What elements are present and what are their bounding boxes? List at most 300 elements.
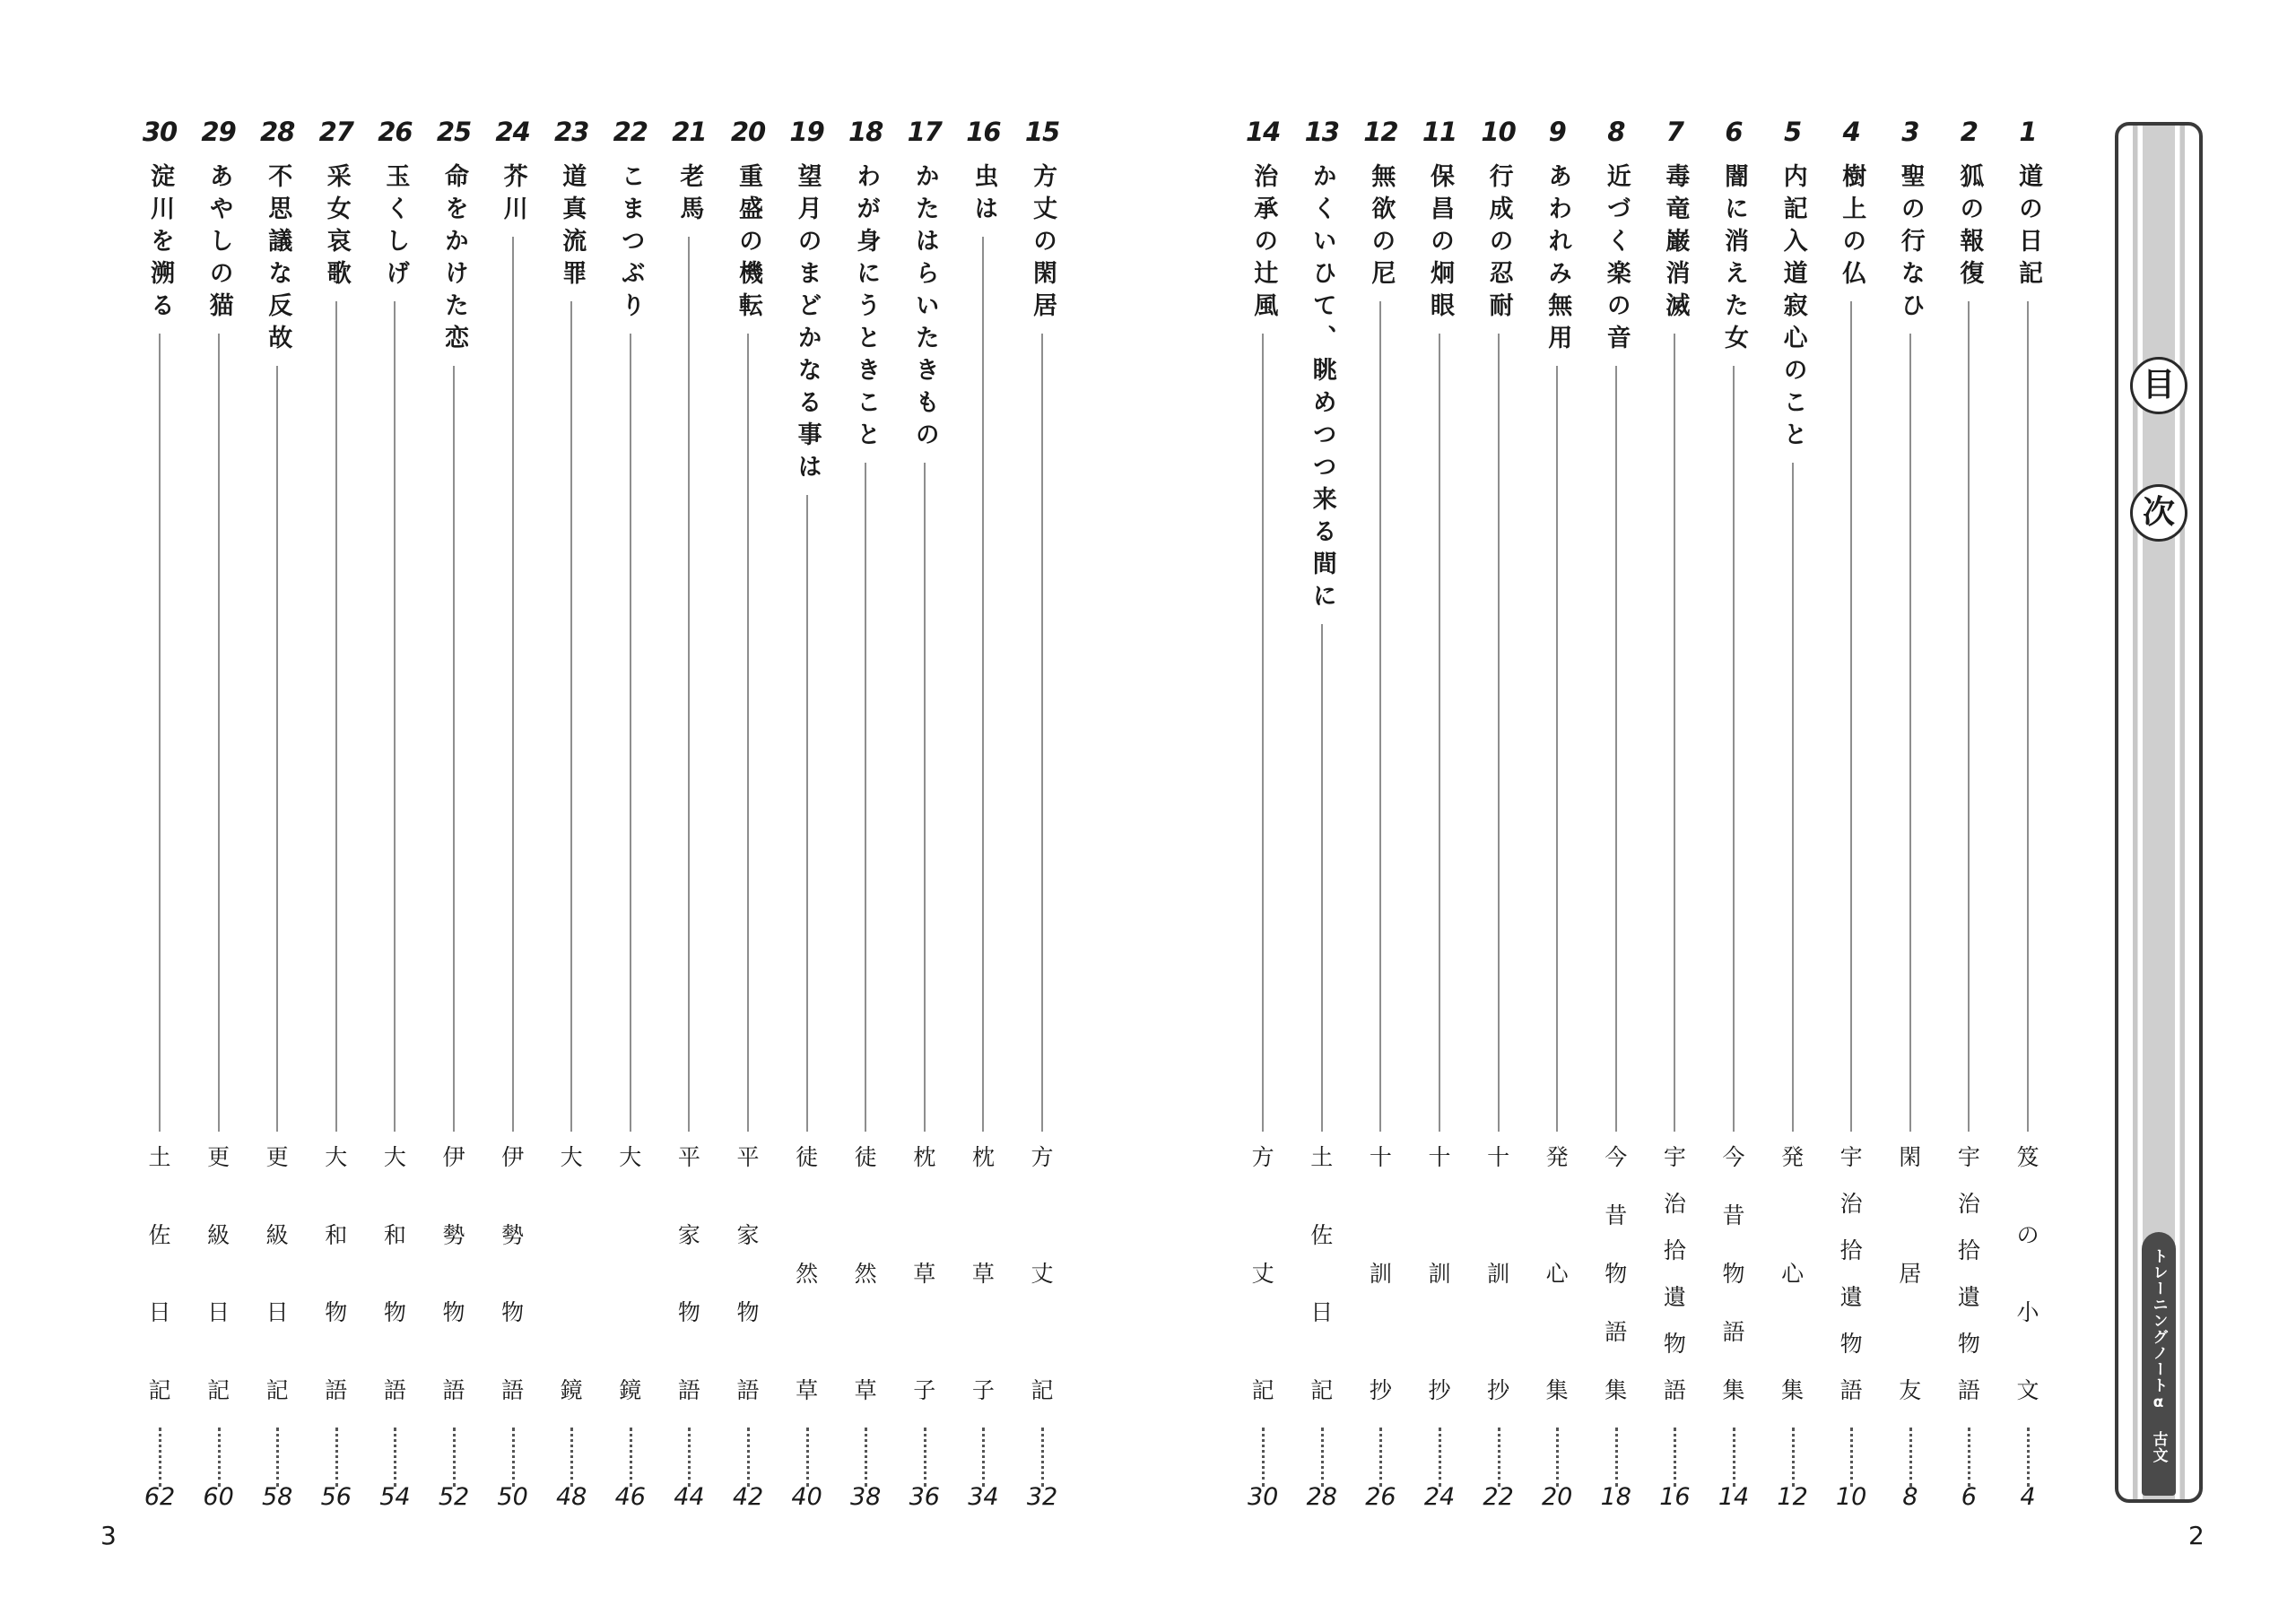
source-char: 記 <box>207 1376 230 1403</box>
entry-number: 20 <box>730 117 766 147</box>
source-char: 子 <box>913 1377 936 1403</box>
toc-entry <box>2004 0 2052 1623</box>
entry-title: 道の日記 <box>2014 163 2042 292</box>
leader-dots <box>924 1428 926 1487</box>
source-char: 草 <box>796 1377 819 1403</box>
entry-title: 芥川 <box>499 163 527 228</box>
entry-source <box>1533 1144 1581 1404</box>
entry-source <box>253 1144 301 1404</box>
leader-dots <box>1733 1428 1735 1487</box>
source-char: 集 <box>1781 1377 1805 1403</box>
source-char: 心 <box>1781 1261 1805 1287</box>
leader-line <box>1615 366 1617 1132</box>
source-char: 抄 <box>1487 1377 1510 1403</box>
entry-source <box>841 1144 890 1404</box>
entry-number: 26 <box>378 117 413 147</box>
source-char: 鏡 <box>560 1377 583 1403</box>
leader-line <box>1498 334 1500 1132</box>
toc-entry <box>253 0 301 1623</box>
source-char: 十 <box>1487 1144 1510 1170</box>
entry-page: 42 <box>732 1483 764 1511</box>
source-char: 然 <box>854 1261 877 1287</box>
source-char: 遺 <box>1839 1284 1863 1310</box>
entry-number: 23 <box>554 117 589 147</box>
source-char: 語 <box>1663 1377 1686 1403</box>
entry-source <box>195 1144 243 1404</box>
source-char: 訓 <box>1369 1261 1392 1287</box>
source-char: 治 <box>1839 1191 1863 1217</box>
toc-entry <box>1415 0 1464 1623</box>
entry-number: 29 <box>201 117 236 147</box>
entry-page: 44 <box>674 1483 705 1511</box>
leader-line <box>1968 301 1970 1132</box>
leader-dots <box>747 1428 750 1487</box>
leader-line <box>1733 366 1735 1132</box>
entry-title: 内記入道寂心のこと <box>1779 163 1807 454</box>
source-char: 物 <box>383 1299 406 1326</box>
entry-source <box>1415 1144 1464 1404</box>
source-char: 友 <box>1899 1377 1922 1403</box>
source-char: 徒 <box>796 1144 819 1170</box>
leader-line <box>1674 334 1675 1132</box>
entry-number: 11 <box>1422 117 1457 147</box>
leader-dots <box>1615 1428 1618 1487</box>
entry-title: 保昌の炯眼 <box>1426 163 1454 325</box>
entry-page: 60 <box>203 1483 234 1511</box>
entry-title: かたはらいたきもの <box>910 163 939 454</box>
leader-line <box>218 334 220 1132</box>
source-char: 拾 <box>1839 1237 1863 1263</box>
source-char: 宇 <box>1839 1144 1863 1170</box>
toc-entry <box>1944 0 1993 1623</box>
entry-source <box>1769 1144 1817 1404</box>
entry-source <box>430 1144 478 1404</box>
entry-title: 方丈の閑居 <box>1029 163 1057 325</box>
entry-source <box>1356 1144 1405 1404</box>
entry-page: 40 <box>791 1483 822 1511</box>
source-char: 物 <box>325 1299 348 1326</box>
entry-title: あやしの猫 <box>204 163 233 325</box>
source-char: 方 <box>1031 1144 1054 1170</box>
source-char: 語 <box>736 1376 760 1403</box>
source-char: 家 <box>677 1221 700 1248</box>
toc-entry <box>1474 0 1523 1623</box>
entry-title: 毒竜巌消滅 <box>1661 163 1690 325</box>
entry-page: 18 <box>1600 1483 1631 1511</box>
leader-dots <box>453 1428 456 1487</box>
entry-title: 行成の忍耐 <box>1484 163 1513 325</box>
leader-dots <box>512 1428 515 1487</box>
leader-dots <box>1850 1428 1853 1487</box>
entry-title: 望月のまどかなる事は <box>793 163 822 486</box>
leader-line <box>570 301 572 1132</box>
entry-title: 老馬 <box>675 163 704 228</box>
leader-line <box>159 334 161 1132</box>
entry-number: 24 <box>495 117 530 147</box>
entry-page: 34 <box>968 1483 999 1511</box>
source-char: 訓 <box>1487 1261 1510 1287</box>
leader-dots <box>630 1428 632 1487</box>
leader-dots <box>1556 1428 1559 1487</box>
source-char: 然 <box>796 1261 819 1287</box>
contents-heading-char-1: 目 <box>2130 357 2187 414</box>
entry-number: 1 <box>2019 117 2037 147</box>
entry-title: 虫は <box>970 163 998 228</box>
source-char: 十 <box>1428 1144 1451 1170</box>
entry-page: 24 <box>1423 1483 1456 1511</box>
source-char: 物 <box>501 1299 525 1326</box>
entry-source <box>1827 1144 1875 1404</box>
source-char: 更 <box>265 1144 289 1170</box>
toc-entry <box>135 0 184 1623</box>
entry-source <box>783 1144 831 1404</box>
page-number-right: 2 <box>2188 1521 2205 1550</box>
entry-source <box>1709 1144 1758 1404</box>
leader-dots <box>218 1428 221 1487</box>
leader-line <box>865 463 866 1132</box>
source-char: 枕 <box>971 1144 995 1170</box>
toc-entry <box>489 0 537 1623</box>
leader-dots <box>335 1428 338 1487</box>
entry-source <box>370 1144 419 1404</box>
toc-entry <box>900 0 949 1623</box>
entry-page: 6 <box>1961 1483 1977 1511</box>
series-label-text: トレーニングノートα 古文 <box>2149 1248 2168 1463</box>
source-char: 集 <box>1605 1377 1628 1403</box>
toc-entry <box>724 0 772 1623</box>
entry-title: 道真流罪 <box>558 163 587 292</box>
toc-entry <box>1298 0 1346 1623</box>
leader-dots <box>159 1428 161 1487</box>
entry-title: 采女哀歌 <box>322 163 351 292</box>
source-char: 物 <box>736 1299 760 1326</box>
entry-page: 28 <box>1306 1483 1337 1511</box>
source-char: 物 <box>1605 1261 1628 1287</box>
source-char: 集 <box>1722 1377 1745 1403</box>
source-char: 土 <box>148 1144 171 1170</box>
entry-title: 玉くしげ <box>381 163 410 292</box>
leader-line <box>924 463 926 1132</box>
entry-title: 重盛の機転 <box>735 163 762 325</box>
entry-number: 5 <box>1784 117 1802 147</box>
entry-page: 54 <box>379 1483 411 1511</box>
leader-line <box>512 237 514 1132</box>
source-char: 更 <box>207 1144 230 1170</box>
source-char: 今 <box>1605 1144 1628 1170</box>
entry-source <box>665 1144 713 1404</box>
entry-page: 14 <box>1718 1483 1750 1511</box>
leader-dots <box>570 1428 573 1487</box>
toc-entry <box>370 0 419 1623</box>
source-char: 遺 <box>1957 1284 1980 1310</box>
entry-page: 16 <box>1659 1483 1691 1511</box>
source-char: 記 <box>148 1376 171 1403</box>
source-char: 勢 <box>442 1221 465 1248</box>
toc-entry <box>195 0 243 1623</box>
source-char: 居 <box>1899 1261 1922 1287</box>
side-tab <box>2115 122 2203 1503</box>
toc-entry <box>665 0 713 1623</box>
source-char: 和 <box>383 1221 406 1248</box>
toc-entry <box>312 0 361 1623</box>
page-number-left: 3 <box>100 1521 117 1550</box>
source-char: 級 <box>207 1221 230 1248</box>
entry-source <box>1239 1144 1287 1404</box>
source-char: 草 <box>913 1261 936 1287</box>
leader-dots <box>1674 1428 1676 1487</box>
entry-number: 6 <box>1725 117 1743 147</box>
entry-number: 16 <box>966 117 1001 147</box>
source-char: 語 <box>1722 1319 1745 1345</box>
source-char: 発 <box>1781 1144 1805 1170</box>
leader-line <box>747 334 749 1132</box>
toc-entry <box>606 0 655 1623</box>
entry-title: 狐の報復 <box>1955 163 1984 292</box>
toc-entry <box>841 0 890 1623</box>
source-char: 伊 <box>442 1144 465 1170</box>
leader-dots <box>982 1428 985 1487</box>
source-char: 物 <box>1663 1331 1686 1357</box>
source-char: 語 <box>383 1376 406 1403</box>
entry-number: 30 <box>142 117 178 147</box>
entry-page: 12 <box>1777 1483 1808 1511</box>
entry-title: 闇に消えた女 <box>1720 163 1748 357</box>
leader-dots <box>806 1428 809 1487</box>
source-char: 丈 <box>1031 1261 1054 1287</box>
leader-dots <box>1792 1428 1795 1487</box>
entry-number: 27 <box>318 117 353 147</box>
toc-entry <box>1827 0 1875 1623</box>
entry-page: 20 <box>1542 1483 1573 1511</box>
source-char: 治 <box>1663 1191 1686 1217</box>
entry-number: 12 <box>1363 117 1398 147</box>
entry-number: 3 <box>1901 117 1919 147</box>
source-char: 昔 <box>1605 1202 1628 1228</box>
toc-entry <box>430 0 478 1623</box>
leader-dots <box>865 1428 867 1487</box>
entry-number: 7 <box>1665 117 1683 147</box>
source-char: 大 <box>325 1144 348 1170</box>
leader-line <box>1379 301 1381 1132</box>
toc-entry <box>1533 0 1581 1623</box>
source-char: 枕 <box>913 1144 936 1170</box>
source-char: 大 <box>619 1144 642 1170</box>
entry-number: 21 <box>672 117 707 147</box>
entry-source <box>1474 1144 1523 1404</box>
source-char: 笈 <box>2016 1144 2039 1170</box>
leader-dots <box>1262 1428 1265 1487</box>
source-char: 宇 <box>1957 1144 1980 1170</box>
entry-number: 14 <box>1246 117 1281 147</box>
entry-source <box>1018 1144 1066 1404</box>
leader-line <box>982 237 984 1132</box>
source-char: 平 <box>677 1144 700 1170</box>
source-char: 丈 <box>1251 1261 1274 1287</box>
leader-dots <box>2027 1428 2030 1487</box>
entry-source <box>2004 1144 2052 1404</box>
entry-page: 46 <box>614 1483 646 1511</box>
source-char: 和 <box>325 1221 348 1248</box>
source-char: 日 <box>1310 1299 1334 1326</box>
source-char: 文 <box>2016 1376 2039 1403</box>
entry-source <box>135 1144 184 1404</box>
leader-dots <box>1498 1428 1500 1487</box>
entry-page: 30 <box>1248 1483 1279 1511</box>
source-char: 語 <box>442 1376 465 1403</box>
source-char: 土 <box>1310 1144 1334 1170</box>
source-char: の <box>2016 1221 2039 1248</box>
toc-entry <box>547 0 596 1623</box>
leader-line <box>1556 366 1558 1132</box>
entry-page: 56 <box>320 1483 352 1511</box>
entry-source <box>959 1144 1007 1404</box>
leader-line <box>1909 334 1911 1132</box>
source-char: 記 <box>1310 1376 1334 1403</box>
leader-dots <box>1968 1428 1970 1487</box>
entry-number: 17 <box>907 117 942 147</box>
leader-line <box>1262 334 1264 1132</box>
source-char: 家 <box>736 1221 760 1248</box>
entry-source <box>547 1144 596 1404</box>
source-char: 語 <box>1957 1377 1980 1403</box>
entry-number: 9 <box>1548 117 1566 147</box>
entry-page: 50 <box>497 1483 528 1511</box>
source-char: 治 <box>1957 1191 1980 1217</box>
source-char: 勢 <box>501 1221 525 1248</box>
source-char: 小 <box>2016 1299 2039 1326</box>
entry-page: 52 <box>438 1483 470 1511</box>
source-char: 訓 <box>1428 1261 1451 1287</box>
entry-title: 無欲の尼 <box>1367 163 1396 292</box>
source-char: 昔 <box>1722 1202 1745 1228</box>
entry-source <box>1944 1144 1993 1404</box>
series-label <box>2142 1232 2176 1496</box>
leader-line <box>630 334 631 1132</box>
entry-page: 36 <box>909 1483 940 1511</box>
source-char: 宇 <box>1663 1144 1686 1170</box>
source-char: 日 <box>148 1299 171 1326</box>
source-char: 今 <box>1722 1144 1745 1170</box>
entry-number: 8 <box>1607 117 1625 147</box>
leader-line <box>394 301 396 1132</box>
source-char: 佐 <box>1310 1221 1334 1248</box>
source-char: 語 <box>501 1376 525 1403</box>
source-char: 拾 <box>1957 1237 1980 1263</box>
entry-page: 10 <box>1836 1483 1867 1511</box>
entry-page: 26 <box>1365 1483 1396 1511</box>
source-char: 語 <box>677 1376 700 1403</box>
source-char: 記 <box>1031 1377 1054 1403</box>
entry-title: 治承の辻風 <box>1249 163 1278 325</box>
entry-title: 淀川を溯る <box>146 163 174 325</box>
entry-number: 4 <box>1842 117 1860 147</box>
source-char: 十 <box>1369 1144 1392 1170</box>
source-char: 大 <box>560 1144 583 1170</box>
entry-title: こまつぶり <box>616 163 645 325</box>
source-char: 物 <box>1722 1261 1745 1287</box>
source-char: 物 <box>442 1299 465 1326</box>
entry-source <box>1886 1144 1935 1404</box>
leader-dots <box>394 1428 396 1487</box>
source-char: 大 <box>383 1144 406 1170</box>
source-char: 心 <box>1545 1261 1569 1287</box>
toc-entry <box>1650 0 1699 1623</box>
source-char: 日 <box>265 1299 289 1326</box>
entry-number: 2 <box>1960 117 1978 147</box>
leader-line <box>806 495 808 1132</box>
toc-entry <box>1592 0 1640 1623</box>
entry-page: 62 <box>144 1483 176 1511</box>
entry-title: 樹上の仏 <box>1838 163 1866 292</box>
leader-dots <box>1321 1428 1324 1487</box>
leader-line <box>1792 463 1794 1132</box>
source-char: 日 <box>207 1299 230 1326</box>
source-char: 物 <box>1957 1331 1980 1357</box>
entry-number: 18 <box>848 117 883 147</box>
toc-entry <box>959 0 1007 1623</box>
source-char: 遺 <box>1663 1284 1686 1310</box>
entry-source <box>312 1144 361 1404</box>
source-char: 子 <box>971 1377 995 1403</box>
source-char: 集 <box>1545 1377 1569 1403</box>
entry-title: 不思議な反故 <box>264 163 292 357</box>
source-char: 発 <box>1545 1144 1569 1170</box>
source-char: 平 <box>736 1144 760 1170</box>
source-char: 抄 <box>1428 1377 1451 1403</box>
source-char: 草 <box>854 1377 877 1403</box>
entry-source <box>489 1144 537 1404</box>
entry-number: 10 <box>1481 117 1516 147</box>
toc-entry <box>1886 0 1935 1623</box>
source-char: 伊 <box>501 1144 525 1170</box>
entry-title: かくいひて、眺めつつ来る間に <box>1308 163 1336 615</box>
toc-entry <box>1769 0 1817 1623</box>
source-char: 佐 <box>148 1221 171 1248</box>
toc-entry <box>1239 0 1287 1623</box>
entry-page: 32 <box>1026 1483 1058 1511</box>
leader-line <box>1321 624 1323 1132</box>
leader-dots <box>1379 1428 1382 1487</box>
entry-number: 25 <box>436 117 472 147</box>
source-char: 記 <box>1251 1377 1274 1403</box>
source-char: 物 <box>1839 1331 1863 1357</box>
entry-title: 命をかけた恋 <box>440 163 468 357</box>
source-char: 方 <box>1251 1144 1274 1170</box>
source-char: 拾 <box>1663 1237 1686 1263</box>
toc-entry <box>1018 0 1066 1623</box>
leader-dots <box>1909 1428 1912 1487</box>
entry-source <box>724 1144 772 1404</box>
contents-heading-char-2: 次 <box>2130 484 2187 542</box>
source-char: 徒 <box>854 1144 877 1170</box>
entry-source <box>606 1144 655 1404</box>
entry-number: 13 <box>1304 117 1339 147</box>
source-char: 抄 <box>1369 1377 1392 1403</box>
leader-dots <box>1439 1428 1441 1487</box>
source-char: 記 <box>265 1376 289 1403</box>
entry-page: 48 <box>556 1483 587 1511</box>
entry-page: 58 <box>262 1483 293 1511</box>
leader-line <box>335 301 337 1132</box>
leader-line <box>453 366 455 1132</box>
entry-title: 近づく楽の音 <box>1602 163 1631 357</box>
entry-page: 8 <box>1902 1483 1918 1511</box>
entry-number: 28 <box>260 117 295 147</box>
entry-title: 聖の行なひ <box>1896 163 1925 325</box>
entry-number: 22 <box>613 117 648 147</box>
source-char: 草 <box>971 1261 995 1287</box>
leader-line <box>1850 301 1852 1132</box>
